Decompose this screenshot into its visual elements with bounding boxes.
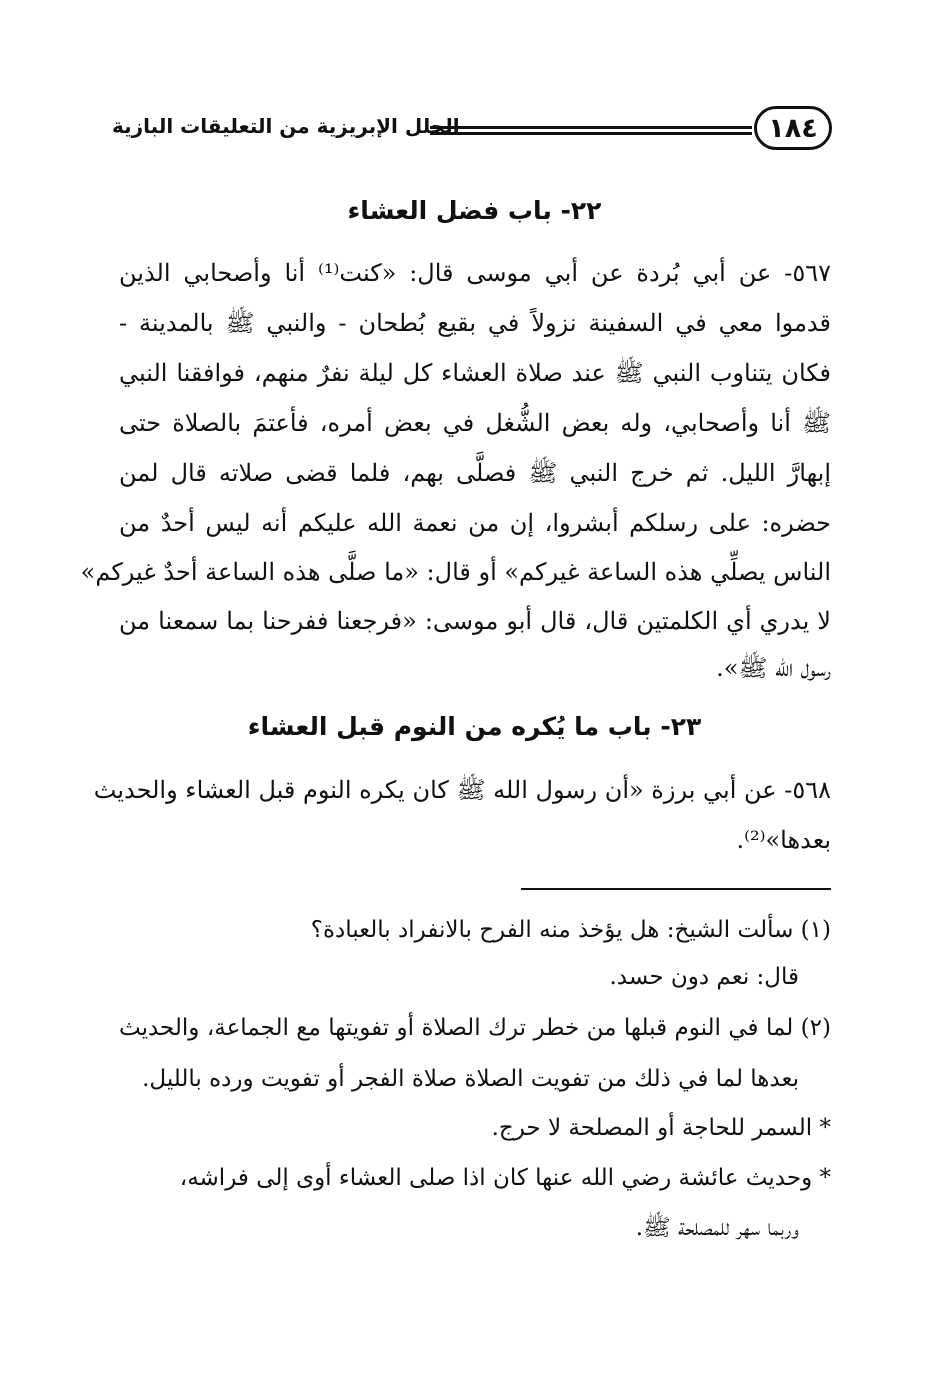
footnote-note-2: * وحديث عائشة رضي الله عنها كان اذا صلى العشاء أوى إلى فراشه، [179,1165,831,1191]
header-rule [430,126,752,135]
hadith-567-line: ٥٦٧- عن أبي بُردة عن أبي موسى قال: «كنت⁽¹⁾ أنا وأصحابي الذين [119,259,831,287]
hadith-567-line: رسول الله ﷺ». [716,654,831,682]
hadith-568-line: ٥٦٨- عن أبي برزة «أن رسول الله ﷺ كان يكره النوم قبل العشاء والحديث [93,776,831,804]
page-header [112,106,832,158]
footnote-2: (٢) لما في النوم قبلها من خطر ترك الصلاة أو تفويتها مع الجماعة، والحديث [119,1015,831,1041]
page-number: ١٨٤ [754,106,832,150]
hadith-567-line: حضره: على رسلكم أبشروا، إن من نعمة الله عليكم أنه ليس أحدٌ من [119,509,831,537]
section-title-22: ٢٢- باب فضل العشاء [347,196,602,225]
hadith-567-line: قدموا معي في السفينة نزولاً في بقيع بُطحان - والنبي ﷺ بالمدينة - [119,309,831,337]
hadith-568-line: بعدها»⁽²⁾. [736,826,831,854]
footnote-separator [521,888,831,890]
book-title: الحلل الإبريزية من التعليقات البازية [112,114,460,138]
footnote-note-1: * السمر للحاجة أو المصلحة لا حرج. [491,1115,831,1141]
footnote-note-2-continuation: وربما سهر للمصلحة ﷺ. [635,1215,799,1241]
hadith-567-line: الناس يصلِّي هذه الساعة غيركم» أو قال: «ما صلَّى هذه الساعة أحدٌ غيركم» [80,558,831,586]
hadith-567-line: إبهارَّ الليل. ثم خرج النبي ﷺ فصلَّى بهم، فلما قضى صلاته قال لمن [119,459,831,487]
hadith-567-line: فكان يتناوب النبي ﷺ عند صلاة العشاء كل ليلة نفرٌ منهم، فوافقنا النبي [119,359,831,387]
footnote-1: (١) سألت الشيخ: هل يؤخذ منه الفرح بالانفراد بالعبادة؟ [310,917,831,943]
footnote-2-continuation: بعدها لما في ذلك من تفويت الصلاة صلاة الفجر أو تفويت ورده بالليل. [142,1066,799,1092]
hadith-567-line: لا يدري أي الكلمتين قال، قال أبو موسى: «فرجعنا ففرحنا بما سمعنا من [119,607,831,635]
section-title-23: ٢٣- باب ما يُكره من النوم قبل العشاء [247,712,702,741]
hadith-567-line: ﷺ أنا وأصحابي، وله بعض الشُّغل في بعض أمره، فأعتمَ بالصلاة حتى [119,409,831,437]
footnote-1-continuation: قال: نعم دون حسد. [609,964,799,990]
